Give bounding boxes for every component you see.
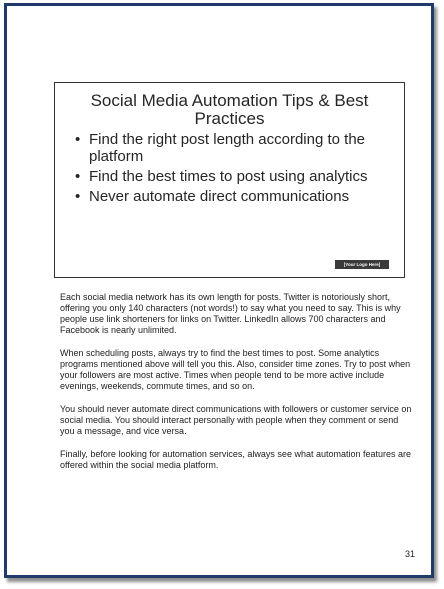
body-paragraph: Finally, before looking for automation services, always see what automation features are offered within the social media platform. [60, 449, 412, 470]
slide-bullet-text: Never automate direct communications [89, 188, 350, 205]
body-paragraph: When scheduling posts, always try to find the best times to post. Some analytics programs mentioned above will tell you this. Also, consider time zones. Try to post when your followers are most active. Times when people tend to be more active include evenings, weekends, commute times, and so on. [60, 348, 411, 391]
bullet-dot-icon: • [75, 131, 81, 148]
bullet-dot-icon: • [75, 168, 81, 185]
slide-image [54, 82, 405, 278]
page-number: 31 [404, 549, 415, 559]
slide-title: Social Media Automation Tips & Best Practices [90, 91, 369, 128]
slide-bullet-text: Find the best times to post using analytics [89, 168, 368, 185]
bullet-dot-icon: • [75, 188, 81, 205]
slide-bullet [75, 188, 392, 205]
slide-bullet [75, 131, 392, 165]
slide-bullet-text: Find the right post length according to the platform [89, 131, 366, 165]
page-frame [4, 3, 434, 578]
logo-placeholder: [Your Logo Here] [335, 260, 389, 269]
body-text [60, 292, 412, 483]
body-paragraph: You should never automate direct communications with followers or customer service on social media. You should interact personally with people when they comment or send you a message, and vice versa. [60, 404, 412, 436]
slide-bullet-list [75, 131, 392, 208]
body-paragraph: Each social media network has its own length for posts. Twitter is notoriously short, offering you only 140 characters (not words!) to say what you need to say. This is why people use link shorteners for links on Twitter. LinkedIn allows 700 characters and Facebook is nearly unlimited. [60, 292, 401, 335]
slide-bullet [75, 168, 392, 185]
